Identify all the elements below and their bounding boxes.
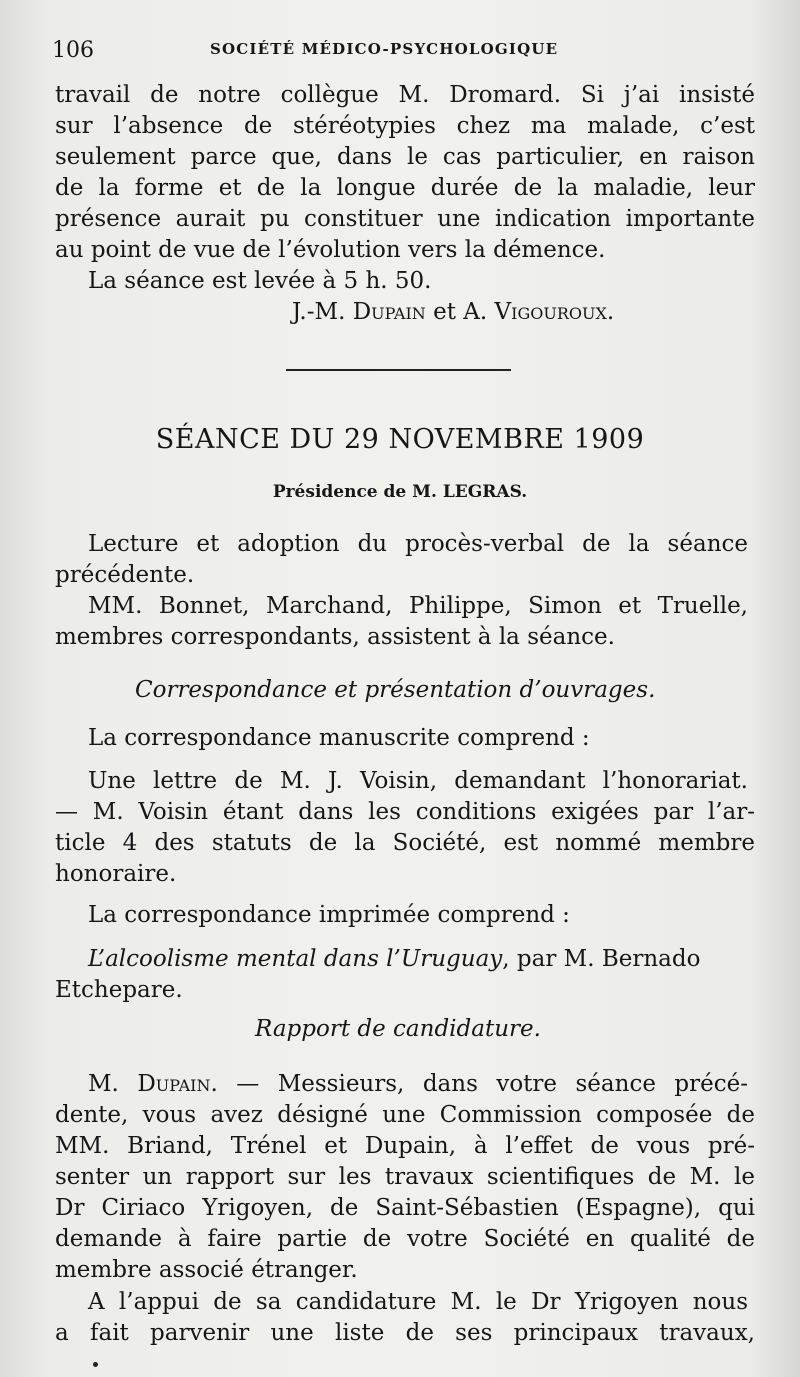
running-head: SOCIÉTÉ MÉDICO-PSYCHOLOGIQUE: [210, 40, 559, 58]
author-name: Vigouroux: [494, 299, 607, 325]
text-line: Une lettre de M. J. Voisin, demandant l’honorariat.: [88, 768, 748, 794]
text-line: dente, vous avez désigné une Commission composée de: [55, 1102, 755, 1128]
page-number: 106: [52, 38, 94, 63]
text-line: Dr Ciriaco Yrigoyen, de Saint-Sébastien (Espagne), qui: [55, 1195, 755, 1221]
section-heading: Rapport de candidature.: [255, 1016, 541, 1042]
signature-line: J.-M. Dupain et A. Vigouroux.: [292, 299, 615, 325]
text-line: présence aurait pu constituer une indication importante: [55, 206, 755, 232]
text-line: MM. Briand, Trénel et Dupain, à l’effet de vous pré-: [55, 1133, 755, 1159]
text-line: sur l’absence de stéréotypies chez ma malade, c’est: [55, 113, 755, 139]
text-line: Etchepare.: [55, 977, 183, 1003]
text-line: seulement parce que, dans le cas particulier, en raison: [55, 144, 755, 170]
text-line: de la forme et de la longue durée de la maladie, leur: [55, 175, 755, 201]
section-divider: [286, 369, 511, 371]
section-heading: Correspondance et présentation d’ouvrages.: [135, 677, 656, 703]
text-line: au point de vue de l’évolution vers la démence.: [55, 237, 606, 263]
text-line: demande à faire partie de votre Société en qualité de: [55, 1226, 755, 1252]
text-line: Lecture et adoption du procès-verbal de la séance: [88, 531, 748, 557]
ink-speck: [93, 1362, 98, 1367]
presidency-line: Présidence de M. LEGRAS.: [272, 482, 528, 502]
book-title: L’alcoolisme mental dans l’Uruguay: [88, 946, 503, 972]
author-name: Dupain: [137, 1071, 211, 1097]
text-line: — M. Voisin étant dans les conditions exigées par l’ar-: [55, 799, 755, 825]
text-line: A l’appui de sa candidature M. le Dr Yrigoyen nous: [88, 1289, 748, 1315]
text-line: précédente.: [55, 562, 195, 588]
text-line: La correspondance manuscrite comprend :: [88, 725, 590, 751]
text-line: membres correspondants, assistent à la séance.: [55, 624, 615, 650]
text-line: La séance est levée à 5 h. 50.: [88, 268, 432, 294]
text-line: travail de notre collègue M. Dromard. Si j’ai insisté: [55, 82, 755, 108]
text-line: ticle 4 des statuts de la Société, est nommé membre: [55, 830, 755, 856]
text-line: honoraire.: [55, 861, 177, 887]
text-line: L’alcoolisme mental dans l’Uruguay, par M. Bernado: [88, 946, 701, 972]
author-name: Dupain: [352, 299, 426, 325]
text-line: membre associé étranger.: [55, 1257, 358, 1283]
page-header: [0, 30, 800, 70]
session-title: SÉANCE DU 29 NOVEMBRE 1909: [155, 424, 645, 455]
text-line: senter un rapport sur les travaux scientifiques de M. le: [55, 1164, 755, 1190]
text-line: La correspondance imprimée comprend :: [88, 902, 570, 928]
text-line: MM. Bonnet, Marchand, Philippe, Simon et Truelle,: [88, 593, 748, 619]
text-line: M. Dupain. — Messieurs, dans votre séance précé-: [88, 1071, 748, 1097]
text-line: a fait parvenir une liste de ses principaux travaux,: [55, 1320, 755, 1346]
